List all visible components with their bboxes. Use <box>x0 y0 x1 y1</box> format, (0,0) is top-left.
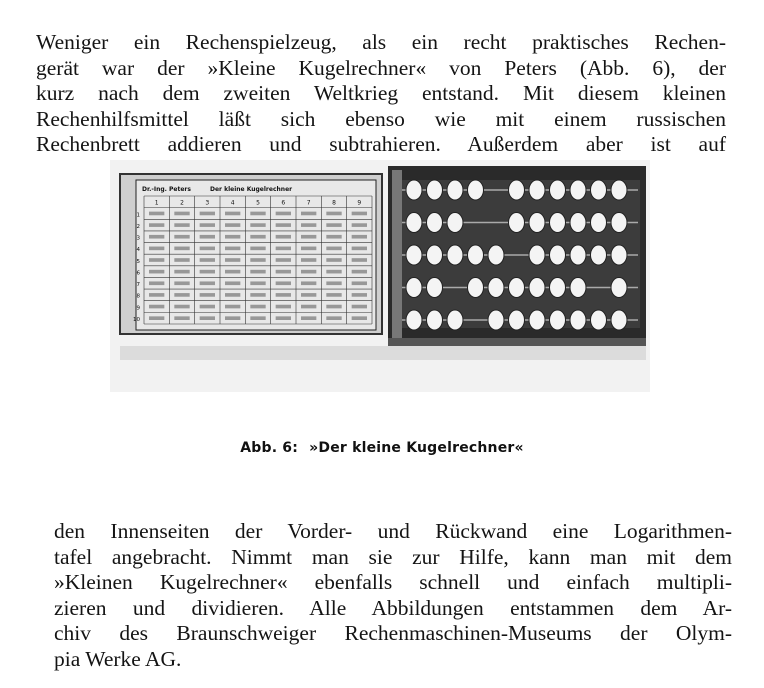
table-cell <box>225 281 240 285</box>
caption-text: »Der kleine Kugelrechner« <box>309 440 524 456</box>
table-cell <box>200 281 215 285</box>
table-row-header: 3 <box>136 235 140 242</box>
table-cell <box>174 212 189 216</box>
abacus-bead <box>488 310 504 330</box>
abacus-bead <box>611 310 627 330</box>
table-cell <box>301 235 316 239</box>
abacus-bead <box>509 310 525 330</box>
table-row-header: 10 <box>133 317 140 323</box>
abacus-bead <box>529 245 545 265</box>
table-cell <box>225 235 240 239</box>
table-cell <box>326 281 341 285</box>
text-line: chiv des Braunschweiger Rechenmaschinen-Museums der Olym- <box>54 621 732 645</box>
abacus-bead <box>570 310 586 330</box>
abacus-bead <box>427 245 443 265</box>
abacus-bead <box>468 245 484 265</box>
table-cell <box>276 235 291 239</box>
table-cell <box>301 293 316 297</box>
table-cell <box>352 258 367 262</box>
abacus-bead <box>447 213 463 233</box>
table-cell <box>174 293 189 297</box>
abacus-bead <box>427 213 443 233</box>
abacus-bead <box>406 180 422 200</box>
table-column-header: 7 <box>306 199 311 207</box>
abacus-bead <box>427 310 443 330</box>
abacus-bead <box>427 180 443 200</box>
table-cell <box>276 281 291 285</box>
table-cell <box>352 212 367 216</box>
table-cell <box>149 212 164 216</box>
abacus-bead <box>406 310 422 330</box>
table-row-header: 9 <box>136 305 140 312</box>
abacus-bead <box>447 310 463 330</box>
abacus-bead <box>447 245 463 265</box>
caption-label: Abb. 6: <box>240 440 299 456</box>
abacus-bead <box>509 180 525 200</box>
table-cell <box>174 270 189 274</box>
table-cell <box>200 223 215 227</box>
table-cell <box>174 223 189 227</box>
abacus-bead <box>427 278 443 298</box>
text-line: tafel angebracht. Nimmt man sie zur Hilfe, kann man mit dem <box>54 544 732 569</box>
table-cell <box>326 258 341 262</box>
table-cell <box>225 305 240 309</box>
table-cell <box>149 293 164 297</box>
paragraph-top <box>36 30 726 158</box>
table-cell <box>149 305 164 309</box>
table-cell <box>250 258 265 262</box>
table-cell <box>200 247 215 251</box>
table-cell <box>352 293 367 297</box>
abacus-bead <box>550 310 566 330</box>
table-cell <box>301 316 316 320</box>
table-cell <box>225 223 240 227</box>
abacus-bead <box>591 213 607 233</box>
table-cell <box>326 235 341 239</box>
text-line: Rechenbrett addieren und subtrahieren. Außerdem aber ist auf <box>36 132 726 156</box>
table-cell <box>174 316 189 320</box>
table-cell <box>174 305 189 309</box>
table-cell <box>352 305 367 309</box>
table-cell <box>250 316 265 320</box>
abacus-bead <box>550 245 566 265</box>
table-row-header: 8 <box>136 293 140 300</box>
abacus-bead <box>509 278 525 298</box>
table-cell <box>250 305 265 309</box>
table-cell <box>149 247 164 251</box>
abacus-bead <box>529 180 545 200</box>
table-cell <box>352 281 367 285</box>
table-cell <box>200 258 215 262</box>
table-cell <box>225 270 240 274</box>
table-cell <box>276 305 291 309</box>
table-header-author: Dr.-Ing. Peters <box>142 186 191 193</box>
table-cell <box>250 281 265 285</box>
table-cell <box>225 247 240 251</box>
table-cell <box>200 305 215 309</box>
table-cell <box>149 235 164 239</box>
text-line: den Innenseiten der Vorder- und Rückwand eine Logarithmen- <box>54 519 732 543</box>
abacus-bead <box>550 278 566 298</box>
table-row-header: 4 <box>136 247 140 254</box>
table-cell <box>225 212 240 216</box>
text-line: »Kleinen Kugelrechner« ebenfalls schnell und einfach multipli- <box>54 570 732 594</box>
table-column-header: 6 <box>281 199 286 207</box>
table-cell <box>174 247 189 251</box>
abacus-bead <box>611 180 627 200</box>
text-line: gerät war der »Kleine Kugelrechner« von Peters (Abb. 6), der <box>36 55 726 80</box>
table-cell <box>301 270 316 274</box>
table-cell <box>352 316 367 320</box>
table-cell <box>149 281 164 285</box>
abacus-bead <box>529 310 545 330</box>
abacus-bead <box>591 310 607 330</box>
table-column-header: 2 <box>180 199 184 207</box>
table-cell <box>200 212 215 216</box>
table-cell <box>225 258 240 262</box>
abacus-bead <box>591 180 607 200</box>
text-line: Rechenhilfsmittel läßt sich ebenso wie mit einem russischen <box>36 106 726 131</box>
table-cell <box>326 247 341 251</box>
abacus-bead <box>488 278 504 298</box>
table-cell <box>301 281 316 285</box>
table-header-title: Der kleine Kugelrechner <box>210 186 293 193</box>
table-cell <box>149 223 164 227</box>
table-cell <box>200 293 215 297</box>
table-cell <box>200 270 215 274</box>
table-cell <box>149 316 164 320</box>
kugelrechner-photo <box>110 160 650 392</box>
table-cell <box>301 305 316 309</box>
table-cell <box>352 247 367 251</box>
table-cell <box>326 293 341 297</box>
table-cell <box>149 258 164 262</box>
table-cell <box>326 316 341 320</box>
abacus-bead <box>406 278 422 298</box>
abacus-bead <box>447 180 463 200</box>
table-column-header: 5 <box>256 199 260 207</box>
table-column-header: 1 <box>154 199 159 207</box>
abacus-bead <box>611 245 627 265</box>
abacus-bead <box>570 180 586 200</box>
table-cell <box>250 235 265 239</box>
table-column-header: 4 <box>230 199 235 207</box>
abacus-bead <box>550 213 566 233</box>
abacus-bead <box>488 245 504 265</box>
table-cell <box>352 235 367 239</box>
paragraph-bottom <box>54 519 732 672</box>
table-cell <box>250 247 265 251</box>
table-cell <box>326 212 341 216</box>
table-cell <box>301 258 316 262</box>
table-cell <box>225 316 240 320</box>
table-cell <box>276 223 291 227</box>
table-cell <box>352 270 367 274</box>
table-column-header: 8 <box>332 199 336 207</box>
abacus-bead <box>529 213 545 233</box>
table-cell <box>301 247 316 251</box>
abacus-bead <box>529 278 545 298</box>
table-cell <box>301 223 316 227</box>
table-cell <box>174 258 189 262</box>
abacus-bead <box>570 213 586 233</box>
logarithm-table-panel <box>120 174 382 334</box>
table-cell <box>276 258 291 262</box>
table-cell <box>200 316 215 320</box>
table-cell <box>250 270 265 274</box>
table-cell <box>250 223 265 227</box>
table-cell <box>250 293 265 297</box>
table-cell <box>200 235 215 239</box>
table-column-header: 3 <box>205 199 210 207</box>
abacus-bead <box>570 245 586 265</box>
abacus-bead <box>468 278 484 298</box>
table-cell <box>149 270 164 274</box>
text-line: pia Werke AG. <box>54 646 182 671</box>
table-row-header: 5 <box>136 258 140 265</box>
table-cell <box>276 247 291 251</box>
table-cell <box>326 270 341 274</box>
text-line: zieren und dividieren. Alle Abbildungen entstammen dem Ar- <box>54 595 732 620</box>
abacus-bead <box>509 213 525 233</box>
table-row-header: 1 <box>136 212 140 219</box>
table-cell <box>276 270 291 274</box>
abacus-bead <box>591 245 607 265</box>
abacus-bead <box>611 213 627 233</box>
abacus-bead <box>406 213 422 233</box>
table-cell <box>225 293 240 297</box>
table-column-header: 9 <box>357 199 362 207</box>
abacus-bead <box>468 180 484 200</box>
table-cell <box>301 212 316 216</box>
table-row-header: 6 <box>136 270 140 277</box>
table-row-header: 7 <box>136 282 140 289</box>
table-cell <box>326 223 341 227</box>
table-cell <box>174 281 189 285</box>
abacus-bead <box>570 278 586 298</box>
abacus-bead <box>406 245 422 265</box>
table-cell <box>174 235 189 239</box>
abacus-bead <box>611 278 627 298</box>
table-cell <box>276 212 291 216</box>
table-cell <box>326 305 341 309</box>
table-cell <box>250 212 265 216</box>
text-line: kurz nach dem zweiten Weltkrieg entstand. Mit diesem kleinen <box>36 81 726 105</box>
text-line: Weniger ein Rechenspielzeug, als ein recht praktisches Rechen- <box>36 30 726 54</box>
abacus-frame <box>388 166 646 348</box>
table-cell <box>276 293 291 297</box>
abacus-bead <box>550 180 566 200</box>
table-cell <box>276 316 291 320</box>
table-cell <box>352 223 367 227</box>
figure-caption <box>0 440 764 456</box>
table-row-header: 2 <box>136 223 140 230</box>
